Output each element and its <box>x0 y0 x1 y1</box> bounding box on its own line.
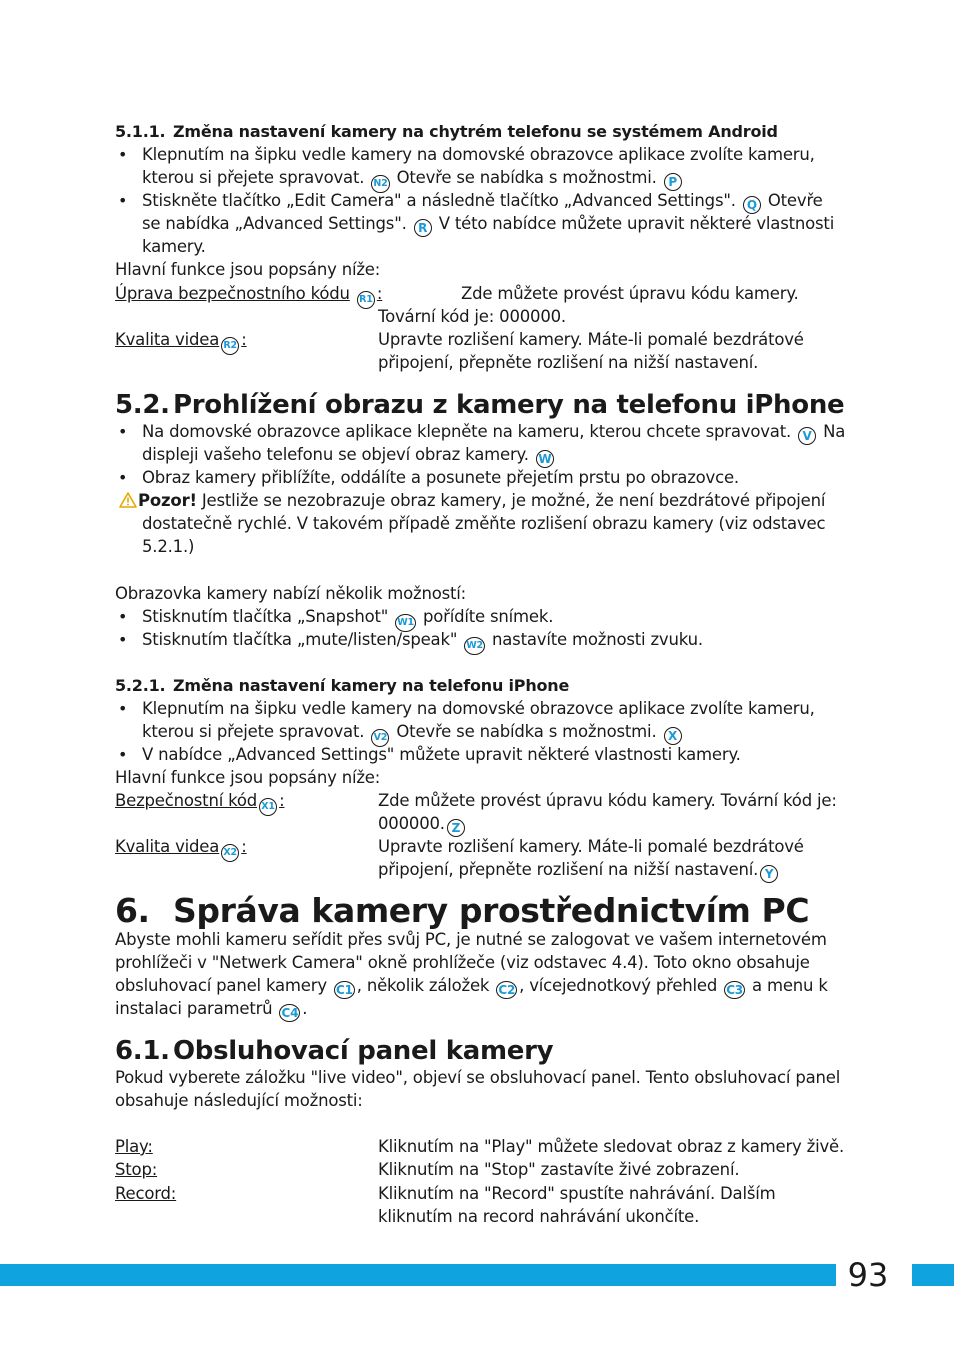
feature-value: Tovární kód je: 000000. <box>378 307 566 326</box>
heading-5-1-1: 5.1.1. Změna nastavení kamery na chytrém telefonu se systémem Android <box>115 122 778 141</box>
paragraph-line: Hlavní funkce jsou popsány níže: <box>115 768 381 787</box>
paragraph-line: Hlavní funkce jsou popsány níže: <box>115 260 381 279</box>
paragraph-line: se nabídka „Advanced Settings". R V této nabídce můžete upravit některé vlastnosti <box>142 214 835 235</box>
warning-icon <box>119 492 137 508</box>
feature-label-video-quality: Kvalita videa R2 : <box>115 328 247 355</box>
feature-value: připojení, přepněte rozlišení na nižší nastavení. Y <box>378 858 780 883</box>
control-label-record: Record: <box>115 1184 177 1203</box>
paragraph-line: Obrazovka kamery nabízí několik možností: <box>115 584 467 603</box>
marker-r-icon: R <box>414 219 432 237</box>
marker-w2-icon: W2 <box>464 637 485 655</box>
heading-5-2: 5.2. Prohlížení obrazu z kamery na telefonu iPhone <box>115 390 845 420</box>
control-label-stop: Stop: <box>115 1160 158 1179</box>
paragraph-line: Abyste mohli kameru seřídit přes svůj PC, je nutné se zalogovat ve vašem internetovém <box>115 930 827 949</box>
feature-value: Zde můžete provést úpravu kódu kamery. <box>461 284 799 303</box>
feature-label-video-quality: Kvalita videa X2 : <box>115 835 247 862</box>
marker-y-icon: Y <box>760 865 778 883</box>
control-description: Kliknutím na "Stop" zastavíte živé zobrazení. <box>378 1160 740 1179</box>
paragraph-line: obsluhovací panel kamery C1 , několik záložek C2 , vícejednotkový přehled C3 a menu k <box>115 976 828 997</box>
bullet: • <box>118 630 128 649</box>
page-number: 93 <box>847 1256 889 1294</box>
marker-c4-icon: C4 <box>281 1006 299 1020</box>
bullet: • <box>118 145 128 164</box>
footer-bar <box>0 1264 954 1286</box>
marker-r2-icon: R2 <box>221 337 239 355</box>
feature-value: Upravte rozlišení kamery. Máte-li pomalé bezdrátové <box>378 837 804 856</box>
warning-line: dostatečně rychlé. V takovém případě změňte rozlišení obrazu kamery (viz odstavec <box>142 514 826 533</box>
marker-p-icon: P <box>664 173 682 191</box>
paragraph-line: Klepnutím na šipku vedle kamery na domovské obrazovce aplikace zvolíte kameru, <box>142 699 815 718</box>
paragraph-line: Stiskněte tlačítko „Edit Camera" a následně tlačítko „Advanced Settings". Q Otevře <box>142 191 823 212</box>
paragraph-line: Klepnutím na šipku vedle kamery na domovské obrazovce aplikace zvolíte kameru, <box>142 145 815 164</box>
feature-value: Zde můžete provést úpravu kódu kamery. Tovární kód je: <box>378 791 837 810</box>
feature-label-security-code: Úprava bezpečnostního kódu R1 : <box>115 282 382 309</box>
warning-line: 5.2.1.) <box>142 537 195 556</box>
marker-v-icon: V <box>798 427 816 445</box>
marker-x-icon: X <box>664 727 682 745</box>
marker-x2-icon: X2 <box>221 844 239 862</box>
marker-c2-icon: C2 <box>498 983 516 997</box>
paragraph-line: Obraz kamery přiblížíte, oddálíte a posunete přejetím prstu po obrazovce. <box>142 468 739 487</box>
marker-x1-icon: X1 <box>259 798 277 816</box>
paragraph-line: kamery. <box>142 237 206 256</box>
heading-6-1: 6.1. Obsluhovací panel kamery <box>115 1036 554 1066</box>
control-description: kliknutím na record nahrávání ukončíte. <box>378 1207 700 1226</box>
feature-label-security-code: Bezpečnostní kód X1 : <box>115 789 284 816</box>
bullet: • <box>118 745 128 764</box>
paragraph-line: obsahuje následující možnosti: <box>115 1091 363 1110</box>
feature-value: Upravte rozlišení kamery. Máte-li pomalé bezdrátové <box>378 330 804 349</box>
marker-r1-icon: R1 <box>357 291 375 309</box>
bullet: • <box>118 191 128 210</box>
paragraph-line: instalaci parametrů C4 . <box>115 999 308 1020</box>
feature-value: 000000. Z <box>378 812 467 837</box>
marker-v2-icon: V2 <box>371 729 389 747</box>
warning-line: Pozor! Jestliže se nezobrazuje obraz kamery, je možné, že není bezdrátové připojení <box>119 489 825 512</box>
paragraph-line: Stisknutím tlačítka „Snapshot" W1 pořídíte snímek. <box>142 605 553 632</box>
paragraph-line: kterou si přejete spravovat. N2 Otevře se nabídka s možnostmi. P <box>142 166 684 193</box>
marker-c1-icon: C1 <box>335 983 353 997</box>
paragraph-line: displeji vašeho telefonu se objeví obraz kamery. W <box>142 443 556 468</box>
paragraph-line: Na domovské obrazovce aplikace klepněte na kameru, kterou chcete spravovat. V Na <box>142 422 846 443</box>
paragraph-line: kterou si přejete spravovat. V2 Otevře se nabídka s možnostmi. X <box>142 720 684 747</box>
bullet: • <box>118 699 128 718</box>
marker-c3-icon: C3 <box>726 983 743 997</box>
heading-5-2-1: 5.2.1. Změna nastavení kamery na telefonu iPhone <box>115 676 570 695</box>
paragraph-line: Pokud vyberete záložku "live video", objeví se obsluhovací panel. Tento obsluhovací panel <box>115 1068 841 1087</box>
marker-z-icon: Z <box>447 819 465 837</box>
bullet: • <box>118 607 128 626</box>
heading-6: 6. Správa kamery prostřednictvím PC <box>115 891 810 930</box>
feature-value: připojení, přepněte rozlišení na nižší nastavení. <box>378 353 759 372</box>
paragraph-line: V nabídce „Advanced Settings" můžete upravit některé vlastnosti kamery. <box>142 745 741 764</box>
control-description: Kliknutím na "Play" můžete sledovat obraz z kamery živě. <box>378 1137 845 1156</box>
marker-q-icon: Q <box>743 196 761 214</box>
marker-w-icon: W <box>536 450 554 468</box>
bullet: • <box>118 468 128 487</box>
bullet: • <box>118 422 128 441</box>
marker-n2-icon: N2 <box>371 175 389 193</box>
control-label-play: Play: <box>115 1137 153 1156</box>
paragraph-line: prohlížeči v "Netwerk Camera" okně prohlížeče (viz odstavec 4.4). Toto okno obsahuje <box>115 953 810 972</box>
control-description: Kliknutím na "Record" spustíte nahrávání. Dalším <box>378 1184 776 1203</box>
paragraph-line: Stisknutím tlačítka „mute/listen/speak" W2 nastavíte možnosti zvuku. <box>142 628 703 655</box>
marker-w1-icon: W1 <box>395 614 416 632</box>
